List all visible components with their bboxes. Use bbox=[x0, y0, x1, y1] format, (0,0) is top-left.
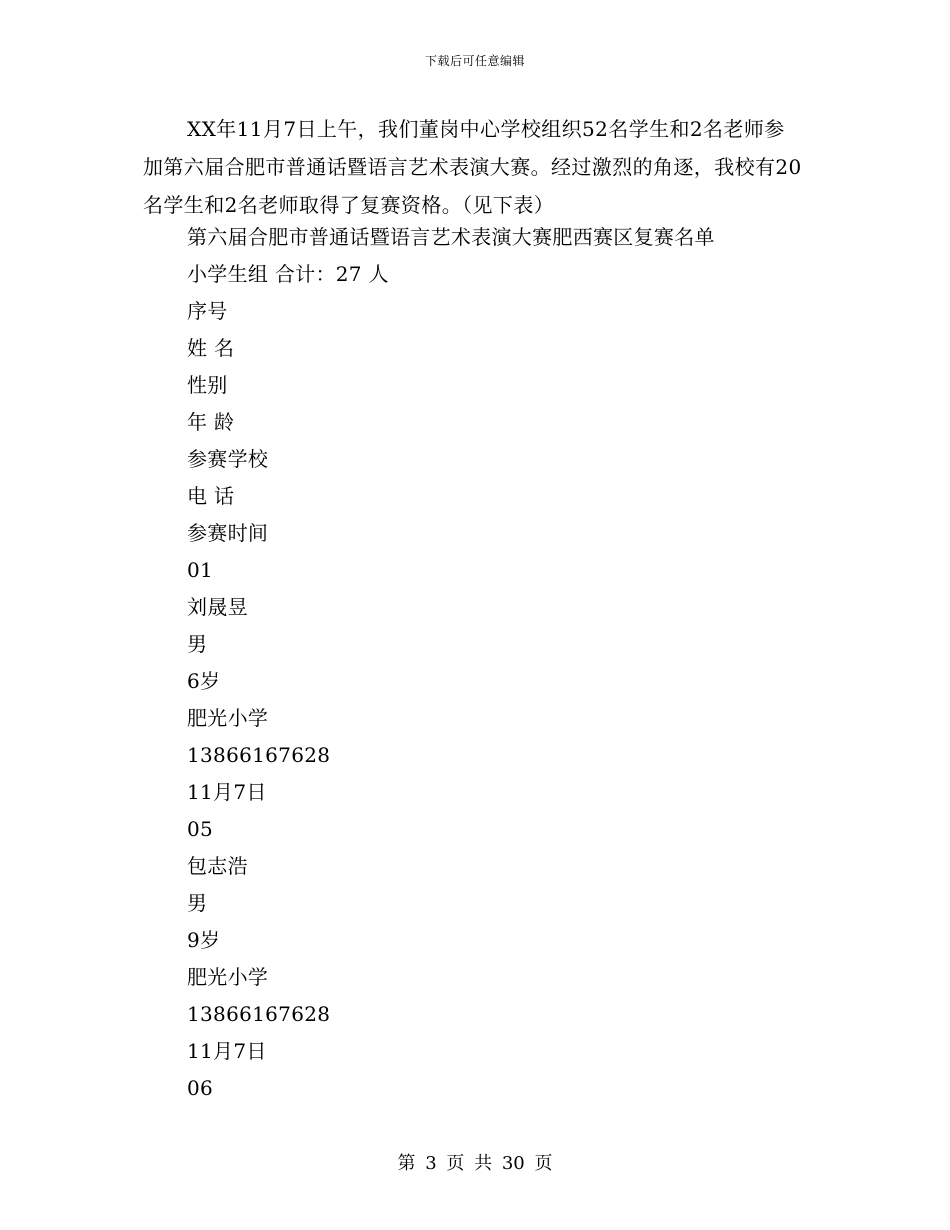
table-cell: 包志浩 bbox=[187, 854, 248, 878]
table-cell: 肥光小学 bbox=[187, 706, 269, 730]
table-cell: 06 bbox=[187, 1076, 214, 1100]
table-cell: 6岁 bbox=[187, 669, 221, 693]
column-header: 参赛时间 bbox=[187, 521, 269, 545]
column-header: 电 话 bbox=[187, 484, 235, 508]
table-cell: 9岁 bbox=[187, 928, 221, 952]
column-header: 参赛学校 bbox=[187, 447, 269, 471]
table-cell: 05 bbox=[187, 817, 214, 841]
column-header: 姓 名 bbox=[187, 336, 235, 360]
page-header-note: 下载后可任意编辑 bbox=[424, 54, 525, 68]
group-summary: 小学生组 合计：27 人 bbox=[187, 262, 389, 286]
table-cell: 13866167628 bbox=[187, 743, 331, 767]
table-cell: 刘晟昱 bbox=[187, 595, 248, 619]
table-cell: 男 bbox=[187, 891, 208, 915]
column-header: 性别 bbox=[187, 373, 228, 397]
table-cell: 11月7日 bbox=[187, 780, 267, 804]
table-cell: 11月7日 bbox=[187, 1039, 267, 1063]
table-cell: 13866167628 bbox=[187, 1002, 331, 1026]
content-lines bbox=[187, 219, 715, 1107]
table-cell: 01 bbox=[187, 558, 214, 582]
intro-paragraph: XX年11月7日上午，我们董岗中心学校组织52名学生和2名老师参加第六届合肥市普通话暨语言艺术表演大赛。经过激烈的角逐，我校有20名学生和2名老师取得了复赛资格。（见下表） bbox=[143, 117, 802, 217]
column-header: 序号 bbox=[187, 299, 228, 323]
page-number: 第 3 页 共 30 页 bbox=[397, 1153, 553, 1174]
table-cell: 肥光小学 bbox=[187, 965, 269, 989]
column-header: 年 龄 bbox=[187, 410, 235, 434]
list-title: 第六届合肥市普通话暨语言艺术表演大赛肥西赛区复赛名单 bbox=[187, 225, 715, 249]
table-cell: 男 bbox=[187, 632, 208, 656]
